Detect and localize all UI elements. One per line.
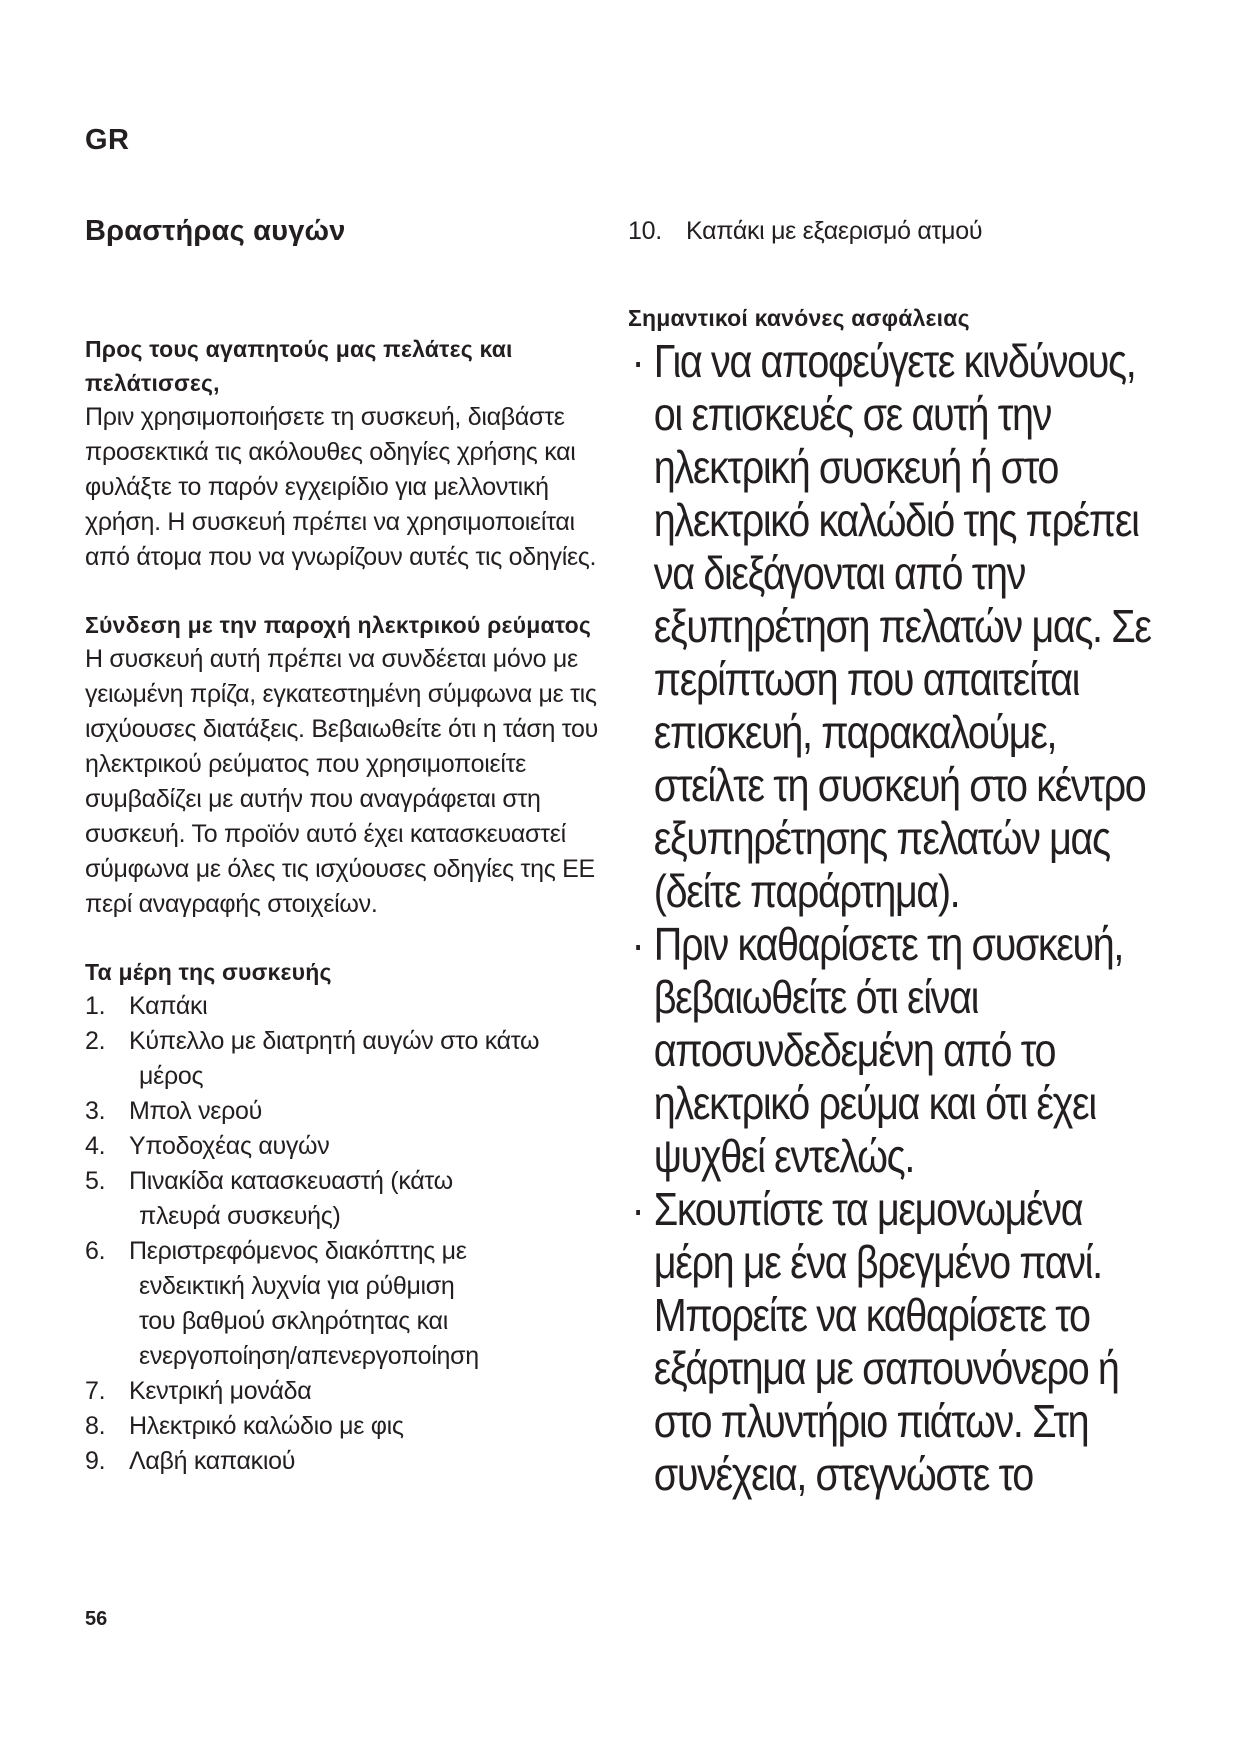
list-item: [85, 989, 605, 1024]
list-item-continuation: ενδεικτική λυχνία για ρύθμιση: [139, 1272, 455, 1300]
bullet-dot: ·: [631, 918, 644, 970]
list-item-text: [129, 1164, 605, 1234]
bullet-dot: ·: [631, 1183, 644, 1235]
list-item-text: [129, 1129, 605, 1164]
intro-section: [85, 332, 605, 575]
safety-rules-list: [628, 335, 1188, 1501]
connection-section: [85, 608, 605, 922]
list-item-number: 7.: [85, 1377, 106, 1405]
list-item-continuation: ενεργοποίηση/απενεργοποίηση: [139, 1342, 479, 1370]
safety-rule: [628, 335, 1170, 918]
safety-rule-text: Για να αποφεύγετε κινδύνους, οι επισκευές σε αυτή την ηλεκτρική συσκευή ή στο ηλεκτρικό καλώδιό της πρέπει να διεξάγονται από την εξυπηρέτηση πελατών μας. Σε περίπτωση που απαιτείται επισκευή, παρακαλούμε, στείλτε τη συσκευή στο κέντρο εξυπηρέτησης πελατών μας (δείτε παράρτημα).: [653, 335, 1151, 917]
list-item-number: 6.: [85, 1237, 106, 1265]
list-item-first-line: Υποδοχέας αυγών: [129, 1132, 330, 1160]
list-item: [85, 1374, 605, 1409]
safety-rule: [628, 918, 1170, 1183]
list-item-number: 3.: [85, 1097, 106, 1125]
list-item-text: [129, 1024, 605, 1094]
list-item-first-line: Πινακίδα κατασκευαστή (κάτω: [129, 1167, 453, 1195]
list-item-first-line: Κεντρική μονάδα: [129, 1377, 312, 1405]
list-item-text: [129, 1444, 605, 1479]
list-item-continuation: πλευρά συσκευής): [139, 1202, 341, 1230]
safety-rule-text: Σκουπίστε τα μεμονωμένα μέρη με ένα βρεγμένο πανί. Μπορείτε να καθαρίσετε το εξάρτημα με σαπουνόνερο ή στο πλυντήριο πιάτων. Στη συνέχεια, στεγνώστε το: [653, 1183, 1119, 1500]
list-item-continuation: του βαθμού σκληρότητας και: [139, 1307, 448, 1335]
list-item-first-line: Κύπελλο με διατρητή αυγών στο κάτω: [129, 1027, 540, 1055]
list-item: [628, 214, 1188, 249]
page-title: Βραστήρας αυγών: [85, 215, 346, 247]
list-item-number: 1.: [85, 992, 106, 1020]
safety-rule: [628, 1183, 1170, 1501]
list-item-first-line: Λαβή καπακιού: [129, 1447, 296, 1475]
list-item-first-line: Περιστρεφόμενος διακόπτης με: [129, 1237, 467, 1265]
list-item-text: Καπάκι με εξαερισμό ατμού: [686, 217, 983, 245]
list-item: [85, 1129, 605, 1164]
parts-heading: Τα μέρη της συσκευής: [85, 959, 332, 985]
list-item: [85, 1024, 605, 1094]
right-column: [628, 214, 1188, 1501]
list-item-number: 10.: [628, 217, 662, 245]
list-item: [85, 1164, 605, 1234]
connection-heading: Σύνδεση με την παροχή ηλεκτρικού ρεύματος: [85, 612, 592, 638]
bullet-dot: ·: [631, 335, 644, 387]
list-item-number: 2.: [85, 1027, 106, 1055]
list-item-first-line: Καπάκι: [129, 992, 208, 1020]
page-number: 56: [85, 1608, 108, 1630]
connection-text: Η συσκευή αυτή πρέπει να συνδέεται μόνο με γειωμένη πρίζα, εγκατεστημένη σύμφωνα με τις ισχύουσες διατάξεις. Βεβαιωθείτε ότι η τάση του ηλεκτρικού ρεύματος που χρησιμοποιείτε συμβαδίζει με αυτήν που αναγράφεται στη συσκευή. Το προϊόν αυτό έχει κατασκευαστεί σύμφωνα με όλες τις ισχύουσες οδηγίες της ΕΕ περί αναγραφής στοιχείων.: [85, 645, 598, 918]
list-item-number: 9.: [85, 1447, 106, 1475]
left-column: [85, 214, 605, 1479]
list-item-first-line: Μπολ νερού: [129, 1097, 263, 1125]
language-code: GR: [85, 124, 130, 156]
list-item-text: [129, 1094, 605, 1129]
parts-section: [85, 955, 605, 1479]
intro-text: Πριν χρησιμοποιήσετε τη συσκευή, διαβάστε προσεκτικά τις ακόλουθες οδηγίες χρήσης και φυλάξτε το παρόν εγχειρίδιο για μελλοντική χρήση. Η συσκευή πρέπει να χρησιμοποιείται από άτομα που να γνωρίζουν αυτές τις οδηγίες.: [85, 403, 597, 571]
list-item: [85, 1234, 605, 1374]
list-item-number: 4.: [85, 1132, 106, 1160]
parts-list: [85, 989, 605, 1479]
list-item-text: [129, 1409, 605, 1444]
list-item-number: 5.: [85, 1167, 106, 1195]
intro-heading: Προς τους αγαπητούς μας πελάτες και πελάτισσες,: [85, 336, 513, 396]
list-item-continuation: μέρος: [139, 1062, 204, 1090]
safety-heading: Σημαντικοί κανόνες ασφάλειας: [628, 305, 970, 331]
list-item-text: [129, 1234, 605, 1374]
list-item: [85, 1409, 605, 1444]
list-item-text: [129, 989, 605, 1024]
list-item: [85, 1094, 605, 1129]
list-item-first-line: Ηλεκτρικό καλώδιο με φις: [129, 1412, 404, 1440]
list-item: [85, 1444, 605, 1479]
safety-rule-text: Πριν καθαρίσετε τη συσκευή, βεβαιωθείτε ότι είναι αποσυνδεδεμένη από το ηλεκτρικό ρεύμα και ότι έχει ψυχθεί εντελώς.: [653, 918, 1124, 1182]
list-item-number: 8.: [85, 1412, 106, 1440]
list-item-text: [129, 1374, 605, 1409]
